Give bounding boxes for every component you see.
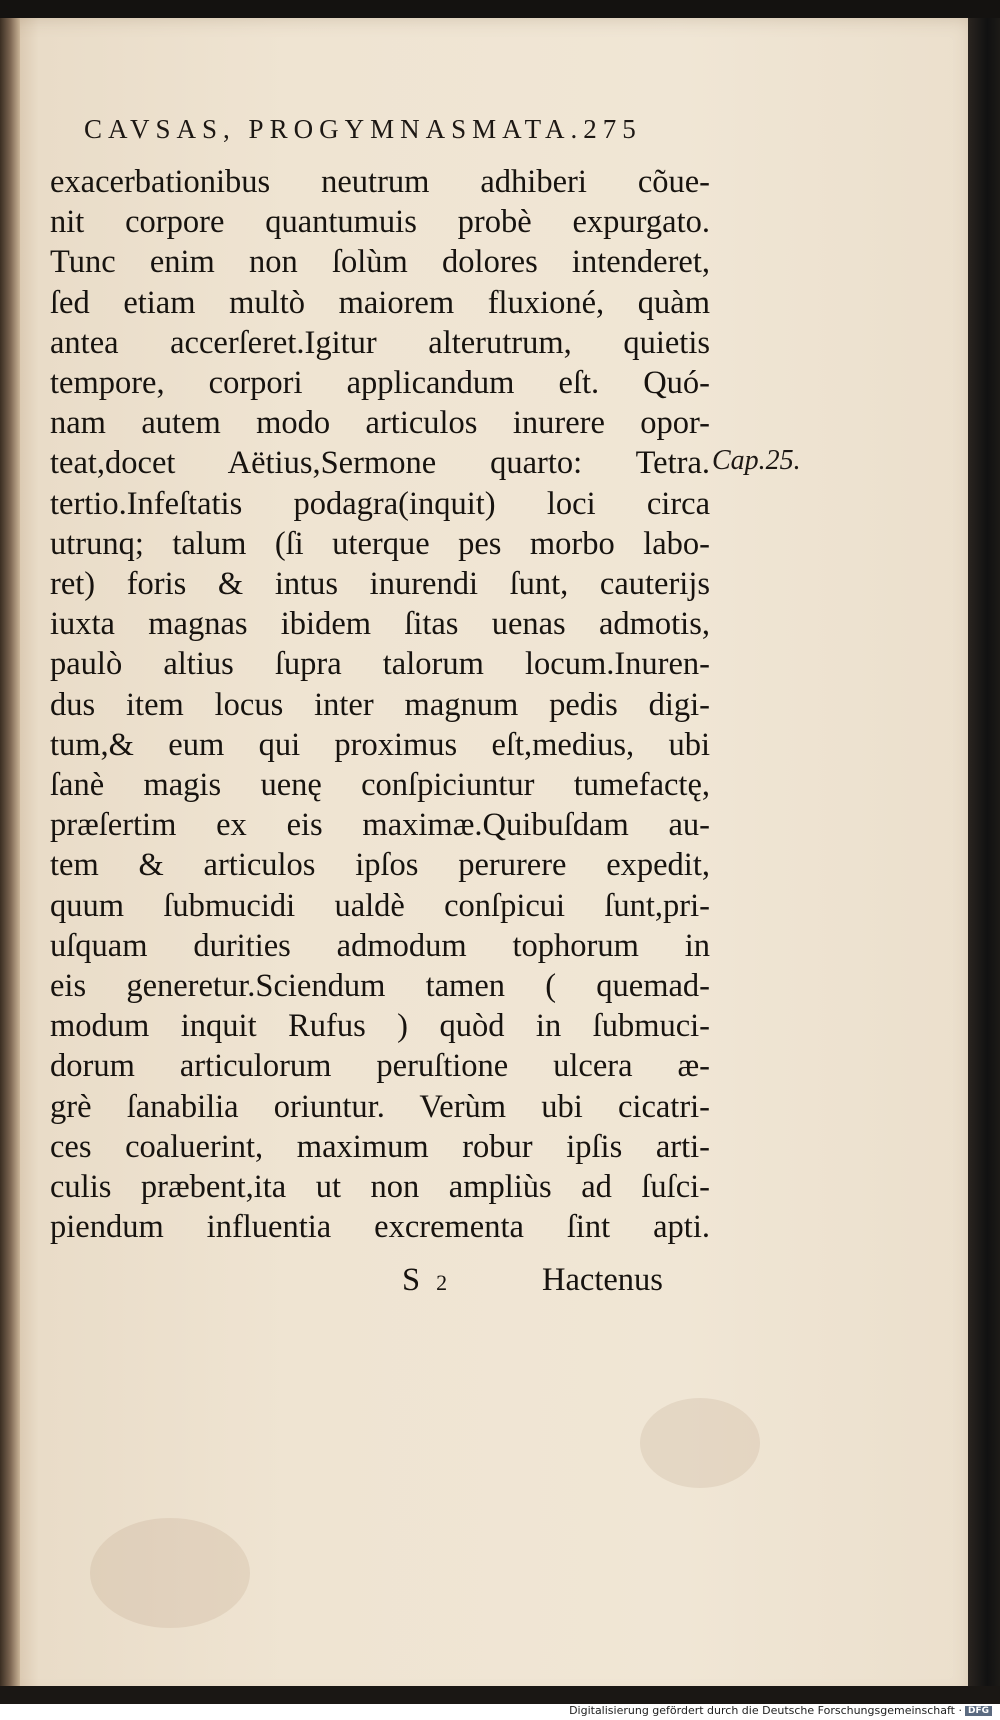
text-line: antea accerſeret.Igitur alterutrum, quietis xyxy=(50,324,710,361)
text-line: exacerbationibus neutrum adhiberi cõue- xyxy=(50,164,710,200)
paper-stain xyxy=(640,1398,760,1488)
scan-bottom-border xyxy=(0,1686,1000,1704)
text-line: grè ſanabilia oriuntur. Verùm ubi cicatri- xyxy=(50,1088,710,1125)
text-line: teat,docet Aëtius,Sermone quarto: Tetra. xyxy=(50,445,710,482)
book-spine xyxy=(0,18,20,1698)
text-line: paulò altius ſupra talorum locum.Inuren- xyxy=(50,646,710,683)
paper-stain xyxy=(90,1518,250,1628)
text-line: ſed etiam multò maiorem fluxioné, quàm xyxy=(50,284,710,321)
text-line: tempore, corpori applicandum eſt. Quó- xyxy=(50,365,710,402)
text-line: dorum articulorum peruſtione ulcera æ- xyxy=(50,1048,710,1085)
credit-text: Digitalisierung gefördert durch die Deutsche Forschungsgemeinschaft · xyxy=(569,1704,962,1717)
text-line: utrunq; talum (ſi uterque pes morbo labo- xyxy=(50,525,710,562)
text-line: modum inquit Rufus ) quòd in ſubmuci- xyxy=(50,1008,710,1045)
catchline xyxy=(402,1262,702,1299)
text-line: piendum influentia excrementa ſint apti. xyxy=(50,1209,710,1246)
text-line: nit corpore quantumuis probè expurgato. xyxy=(50,204,710,241)
text-line: Tunc enim non ſolùm dolores intenderet, xyxy=(50,244,710,281)
text-line: ſanè magis uenę conſpiciuntur tumefactę, xyxy=(50,767,710,804)
text-line: tertio.Infeſtatis podagra(inquit) loci circa xyxy=(50,485,710,522)
body-text xyxy=(50,162,710,1247)
text-line: dus item locus inter magnum pedis digi- xyxy=(50,686,710,723)
text-line: eis generetur.Sciendum tamen ( quemad- xyxy=(50,968,710,1005)
digitization-credit xyxy=(569,1704,992,1717)
signature-number: 2 xyxy=(436,1270,448,1295)
signature-mark: S xyxy=(402,1262,421,1298)
text-line: tem & articulos ipſos perurere expedit, xyxy=(50,847,710,884)
text-line: tum,& eum qui proximus eſt,medius, ubi xyxy=(50,726,710,763)
scan-right-border xyxy=(968,18,1000,1704)
text-line: iuxta magnas ibidem ſitas uenas admotis, xyxy=(50,606,710,643)
text-line: ces coaluerint, maximum robur ipſis arti- xyxy=(50,1128,710,1165)
text-line: culis præbent,ita ut non ampliùs ad ſuſci- xyxy=(50,1169,710,1206)
marginal-note: Cap.25. xyxy=(712,445,801,476)
text-line: nam autem modo articulos inurere opor- xyxy=(50,405,710,442)
text-line: ret) foris & intus inurendi ſunt, cauterijs xyxy=(50,566,710,603)
catchword: Hactenus xyxy=(542,1262,663,1298)
running-head: CAVSAS, PROGYMNASMATA.275 xyxy=(84,114,642,144)
text-line: præſertim ex eis maximæ.Quibuſdam au- xyxy=(50,807,710,844)
text-line: quum ſubmucidi ualdè conſpicui ſunt,pri- xyxy=(50,887,710,924)
text-line: uſquam durities admodum tophorum in xyxy=(50,927,710,964)
dfg-logo: DFG xyxy=(965,1706,992,1716)
